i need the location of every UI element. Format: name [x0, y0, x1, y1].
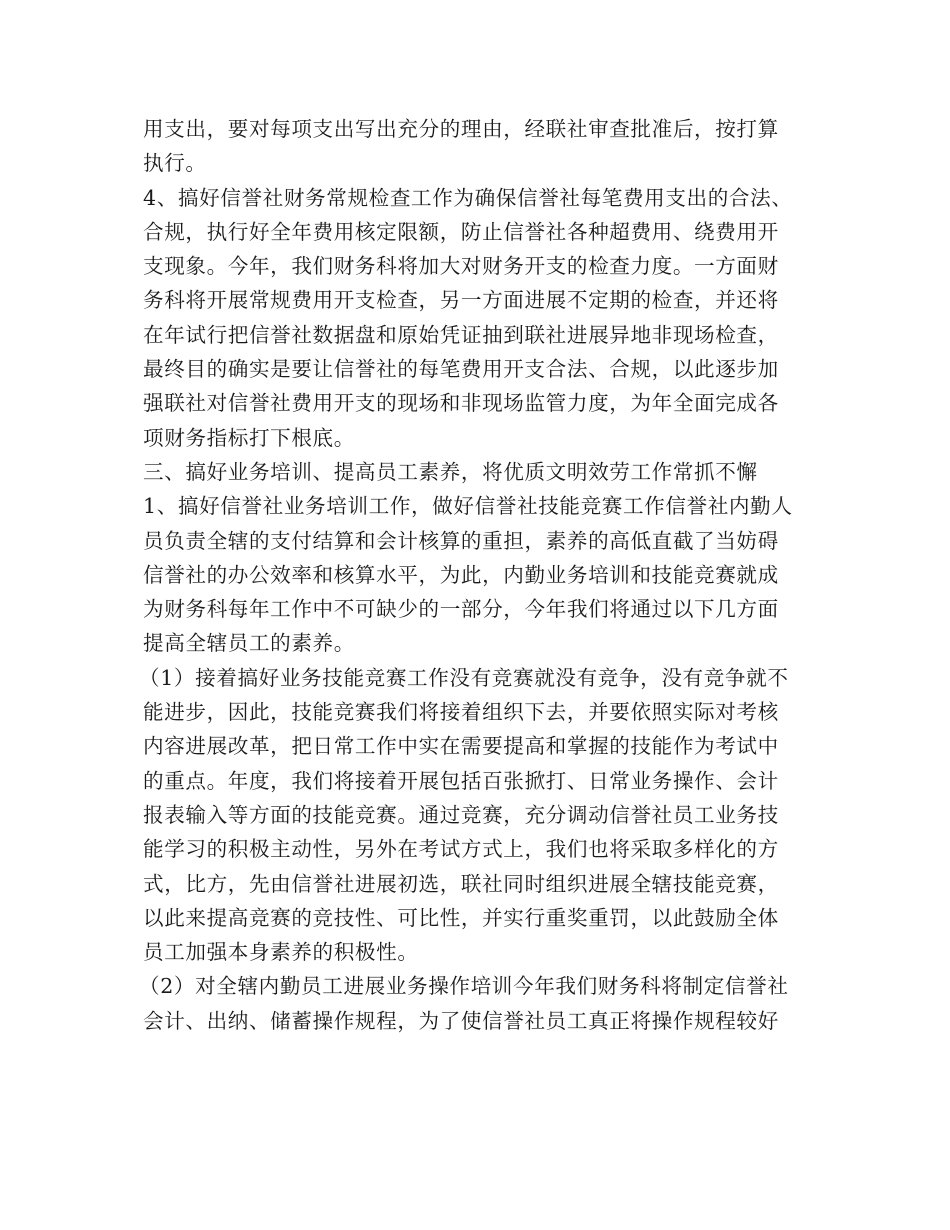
text-line: 能进步，因此，技能竞赛我们将接着组织下去，并要依照实际对考核 — [143, 700, 779, 725]
text-line: 信誉社的办公效率和核算水平，为此，内勤业务培训和技能竞赛就成 — [143, 562, 779, 587]
text-line: （1）接着搞好业务技能竞赛工作没有竞赛就没有竞争，没有竞争就不 — [139, 665, 789, 690]
text-line: 式，比方，先由信誉社进展初选，联社同时组织进展全辖技能竞赛， — [143, 871, 779, 896]
text-line: 强联社对信誉社费用开支的现场和非现场监管力度，为年全面完成各 — [143, 391, 779, 416]
text-line: 4、搞好信誉社财务常规检查工作为确保信誉社每笔费用支出的合法、 — [143, 185, 793, 210]
text-line: 务科将开展常规费用开支检查，另一方面进展不定期的检查，并还将 — [143, 288, 779, 313]
text-line: 提高全辖员工的素养。 — [143, 631, 355, 656]
text-line: 执行。 — [143, 151, 207, 176]
text-line: 以此来提高竞赛的竞技性、可比性，并实行重奖重罚，以此鼓励全体 — [143, 905, 779, 930]
text-line: 报表输入等方面的技能竞赛。通过竞赛，充分调动信誉社员工业务技 — [143, 802, 779, 827]
text-line: 内容进展改革，把日常工作中实在需要提高和掌握的技能作为考试中 — [143, 734, 779, 759]
text-line: 在年试行把信誉社数据盘和原始凭证抽到联社进展异地非现场检查， — [143, 322, 779, 347]
text-line: 最终目的确实是要让信誉社的每笔费用开支合法、合规，以此逐步加 — [143, 357, 779, 382]
text-line: 的重点。年度，我们将接着开展包括百张掀打、日常业务操作、会计 — [143, 768, 779, 793]
text-line: 1、搞好信誉社业务培训工作，做好信誉社技能竞赛工作信誉社内勤人 — [143, 494, 793, 519]
text-line: 员工加强本身素养的积极性。 — [143, 940, 419, 965]
text-line: 用支出，要对每项支出写出充分的理由，经联社审查批准后，按打算 — [143, 117, 779, 141]
text-line: 会计、出纳、储蓄操作规程，为了使信誉社员工真正将操作规程较好 — [143, 1008, 779, 1033]
text-line: 员负责全辖的支付结算和会计核算的重担，素养的高低直截了当妨碍 — [143, 528, 779, 553]
text-line: 支现象。今年，我们财务科将加大对财务开支的检查力度。一方面财 — [143, 254, 779, 279]
text-line: 能学习的积极主动性，另外在考试方式上，我们也将采取多样化的方 — [143, 837, 779, 862]
text-line: 为财务科每年工作中不可缺少的一部分，今年我们将通过以下几方面 — [143, 597, 779, 622]
document-page — [139, 112, 813, 1038]
text-line: （2）对全辖内勤员工进展业务操作培训今年我们财务科将制定信誉社 — [139, 974, 789, 999]
text-line: 项财务指标打下根底。 — [143, 425, 355, 450]
text-line: 合规，执行好全年费用核定限额，防止信誉社各种超费用、绕费用开 — [143, 219, 779, 244]
section-heading: 三、搞好业务培训、提高员工素养，将优质文明效劳工作常抓不懈 — [143, 459, 758, 484]
